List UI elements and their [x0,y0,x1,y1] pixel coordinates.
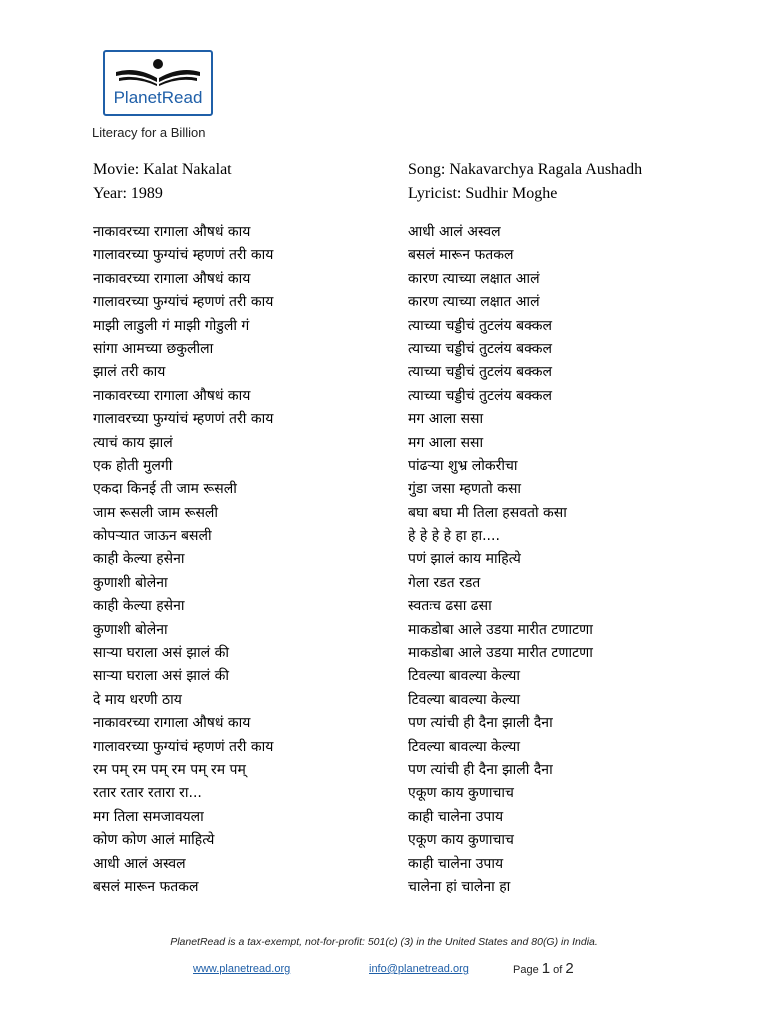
lyricist-name: Lyricist: Sudhir Moghe [408,185,558,202]
lyric-line: साऱ्या घराला असं झालं की [93,645,229,662]
lyric-line: स्वतःच ढसा ढसा [408,598,492,615]
lyric-line: आधी आलं अस्वल [93,855,186,872]
lyric-line: त्याच्या चड्डीचं तुटलंय बक्कल [408,340,552,357]
lyric-line: टिवल्या बावल्या केल्या [408,738,520,755]
lyric-line: कारण त्याच्या लक्षात आलं [408,294,540,311]
lyric-line: नाकावरच्या रागाला औषधं काय [93,224,251,240]
lyric-line: रम पम् रम पम् रम पम् रम पम् [93,761,246,778]
lyric-line: मग आला ससा [408,411,484,428]
lyric-line: काही केल्या हसेना [93,598,185,615]
lyric-line: एक होती मुलगी [93,457,173,474]
page-of: of [553,964,563,976]
lyric-line: गालावरच्या फुग्यांचं म्हणणं तरी काय [93,411,274,428]
lyric-line: कोपऱ्यात जाऊन बसली [93,528,212,545]
lyric-line: गेला रडत रडत [408,574,481,591]
lyric-line: जाम रूसली जाम रूसली [93,504,219,521]
email-link[interactable]: info@planetread.org [369,963,469,975]
lyric-line: पण त्यांची ही दैना झाली दैना [408,761,553,778]
lyric-line: आधी आलं अस्वल [408,224,501,240]
lyric-line: गालावरच्या फुग्यांचं म्हणणं तरी काय [93,738,274,755]
lyric-line: नाकावरच्या रागाला औषधं काय [93,715,251,732]
lyric-line: त्याच्या चड्डीचं तुटलंय बक्कल [408,364,552,381]
page-current: 1 [541,960,551,977]
website-link[interactable]: www.planetread.org [193,963,291,975]
lyric-line: माकडोबा आले उडया मारीत टणाटणा [408,645,593,662]
lyric-line: मग आला ससा [408,434,484,451]
lyric-line: माकडोबा आले उडया मारीत टणाटणा [408,621,593,638]
lyric-line: एकदा किनई ती जाम रूसली [93,481,237,498]
page-number [513,960,574,977]
planetread-logo [103,50,213,116]
lyric-line: बसलं मारून फतकल [93,878,199,895]
lyric-line: गालावरच्या फुग्यांचं म्हणणं तरी काय [93,247,274,264]
lyric-line: कारण त्याच्या लक्षात आलं [408,270,540,287]
open-book-reader-icon [111,58,205,88]
movie-title: Movie: Kalat Nakalat [93,161,232,178]
lyric-line: कोण कोण आलं माहित्ये [93,832,215,849]
lyric-line: गालावरच्या फुग्यांचं म्हणणं तरी काय [93,294,274,311]
lyric-line: पण त्यांची ही दैना झाली दैना [408,715,553,732]
lyric-line: काही चालेना उपाय [408,855,504,872]
meta-left [93,158,232,206]
lyric-line: नाकावरच्या रागाला औषधं काय [93,270,251,287]
lyric-line: चालेना हां चालेना हा [408,878,511,895]
page-total: 2 [565,960,574,977]
lyric-line: दे माय धरणी ठाय [93,691,182,708]
song-title: Song: Nakavarchya Ragala Aushadh [408,161,643,178]
movie-year: Year: 1989 [93,185,163,202]
lyric-line: झालं तरी काय [93,364,166,381]
lyric-line: एकूण काय कुणाचाच [408,785,514,802]
lyric-line: पणं झालं काय माहित्ये [408,551,521,568]
lyric-line: काही केल्या हसेना [93,551,185,568]
lyric-line: त्याच्या चड्डीचं तुटलंय बक्कल [408,387,552,404]
lyric-line: हे हे हे हे हा हा.... [408,528,500,545]
lyric-line: त्याचं काय झालं [93,434,173,451]
lyric-line: मग तिला समजावयला [93,808,204,825]
lyric-line: सांगा आमच्या छकुलीला [93,340,214,357]
lyric-line: गुंडा जसा म्हणतो कसा [408,481,522,498]
lyric-line: नाकावरच्या रागाला औषधं काय [93,387,251,404]
lyric-line: बसलं मारून फतकल [408,247,514,264]
lyric-line: बघा बघा मी तिला हसवतो कसा [408,504,567,521]
lyric-line: काही चालेना उपाय [408,808,504,825]
lyric-line: टिवल्या बावल्या केल्या [408,668,520,685]
page-label: Page [513,964,539,976]
lyric-line: टिवल्या बावल्या केल्या [408,691,520,708]
lyric-line: त्याच्या चड्डीचं तुटलंय बक्कल [408,317,552,334]
lyric-line: एकूण काय कुणाचाच [408,832,514,849]
lyric-line: पांढऱ्या शुभ्र लोकरीचा [408,457,518,474]
lyric-line: कुणाशी बोलेना [93,574,168,591]
lyric-line: कुणाशी बोलेना [93,621,168,638]
meta-right [408,158,642,206]
lyrics-right-column [408,221,593,899]
footer-note: PlanetRead is a tax-exempt, not-for-profit: 501(c) (3) in the United States and 80(G) in India. [170,936,598,948]
tagline: Literacy for a Billion [92,125,206,140]
lyric-line: रतार रतार रतारा रा... [93,785,202,802]
logo-text: PlanetRead [113,88,203,107]
lyric-line: माझी लाडुली गं माझी गोडुली गं [93,317,250,334]
lyric-line: साऱ्या घराला असं झालं की [93,668,229,685]
lyrics-left-column [93,221,273,899]
